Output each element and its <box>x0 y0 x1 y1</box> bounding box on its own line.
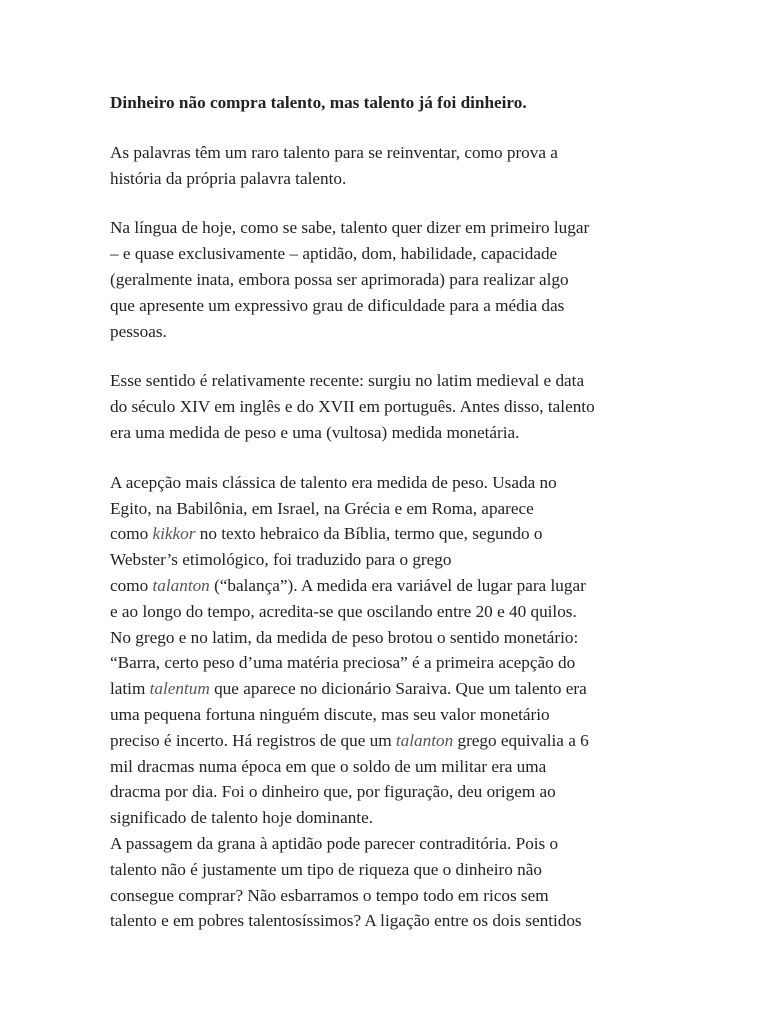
term-kikkor: kikkor <box>152 524 196 544</box>
text-segment: (“balança”). A medida era variável de lugar para lugar <box>209 575 586 595</box>
text-line <box>110 573 670 599</box>
text-line: “Barra, certo peso d’uma matéria preciosa” é a primeira acepção do <box>110 653 576 673</box>
paragraph-5 <box>110 831 670 934</box>
term-talanton: talanton <box>395 730 454 750</box>
text-line: consegue comprar? Não esbarramos o tempo todo em ricos sem <box>110 885 549 905</box>
text-line <box>110 676 670 702</box>
text-line: história da própria palavra talento. <box>110 168 347 188</box>
text-segment: no texto hebraico da Bíblia, termo que, segundo o <box>195 524 543 544</box>
paragraph-2 <box>110 215 670 344</box>
text-line <box>110 728 670 754</box>
article-body <box>110 90 670 934</box>
text-segment: preciso é incerto. Há registros de que um <box>110 730 396 750</box>
text-segment: grego equivalia a 6 <box>453 730 589 750</box>
text-line: – e quase exclusivamente – aptidão, dom, habilidade, capacidade <box>110 244 558 264</box>
text-line: e ao longo do tempo, acredita-se que oscilando entre 20 e 40 quilos. <box>110 601 577 621</box>
text-line: dracma por dia. Foi o dinheiro que, por figuração, deu origem ao <box>110 782 556 802</box>
term-talentum: talentum <box>149 679 210 699</box>
text-line: significado de talento hoje dominante. <box>110 808 373 828</box>
text-line: Egito, na Babilônia, em Israel, na Grécia e em Roma, aparece <box>110 498 534 518</box>
title-period: . <box>522 93 527 112</box>
text-line: do século XIV em inglês e do XVII em português. Antes disso, talento <box>110 397 595 417</box>
text-segment: como <box>110 575 153 595</box>
text-line <box>110 521 670 547</box>
text-line: A acepção mais clássica de talento era medida de peso. Usada no <box>110 472 557 492</box>
text-segment: latim <box>110 679 150 699</box>
text-line: As palavras têm um raro talento para se reinventar, como prova a <box>110 142 558 162</box>
title-text: Dinheiro não compra talento, mas talento já foi dinheiro <box>110 93 523 112</box>
text-line: talento não é justamente um tipo de riqueza que o dinheiro não <box>110 859 542 879</box>
article-title <box>110 90 670 116</box>
term-talanton: talanton <box>152 575 210 595</box>
paragraph-3 <box>110 368 670 445</box>
text-line: (geralmente inata, embora possa ser aprimorada) para realizar algo <box>110 269 569 289</box>
paragraph-4 <box>110 470 670 831</box>
text-line: Esse sentido é relativamente recente: surgiu no latim medieval e data <box>110 371 585 391</box>
paragraph-1 <box>110 140 670 192</box>
text-segment: que aparece no dicionário Saraiva. Que um talento era <box>209 679 587 699</box>
text-line: uma pequena fortuna ninguém discute, mas seu valor monetário <box>110 704 550 724</box>
text-line: pessoas. <box>110 321 167 341</box>
text-line: era uma medida de peso e uma (vultosa) medida monetária. <box>110 422 520 442</box>
text-line: Na língua de hoje, como se sabe, talento quer dizer em primeiro lugar <box>110 218 590 238</box>
text-segment: como <box>110 524 153 544</box>
text-line: que apresente um expressivo grau de dificuldade para a média das <box>110 295 565 315</box>
text-line: talento e em pobres talentosíssimos? A ligação entre os dois sentidos <box>110 911 582 931</box>
text-line: No grego e no latim, da medida de peso brotou o sentido monetário: <box>110 627 579 647</box>
text-line: A passagem da grana à aptidão pode parecer contraditória. Pois o <box>110 833 559 853</box>
text-line: mil dracmas numa época em que o soldo de um militar era uma <box>110 756 547 776</box>
text-line: Webster’s etimológico, foi traduzido para o grego <box>110 550 452 570</box>
